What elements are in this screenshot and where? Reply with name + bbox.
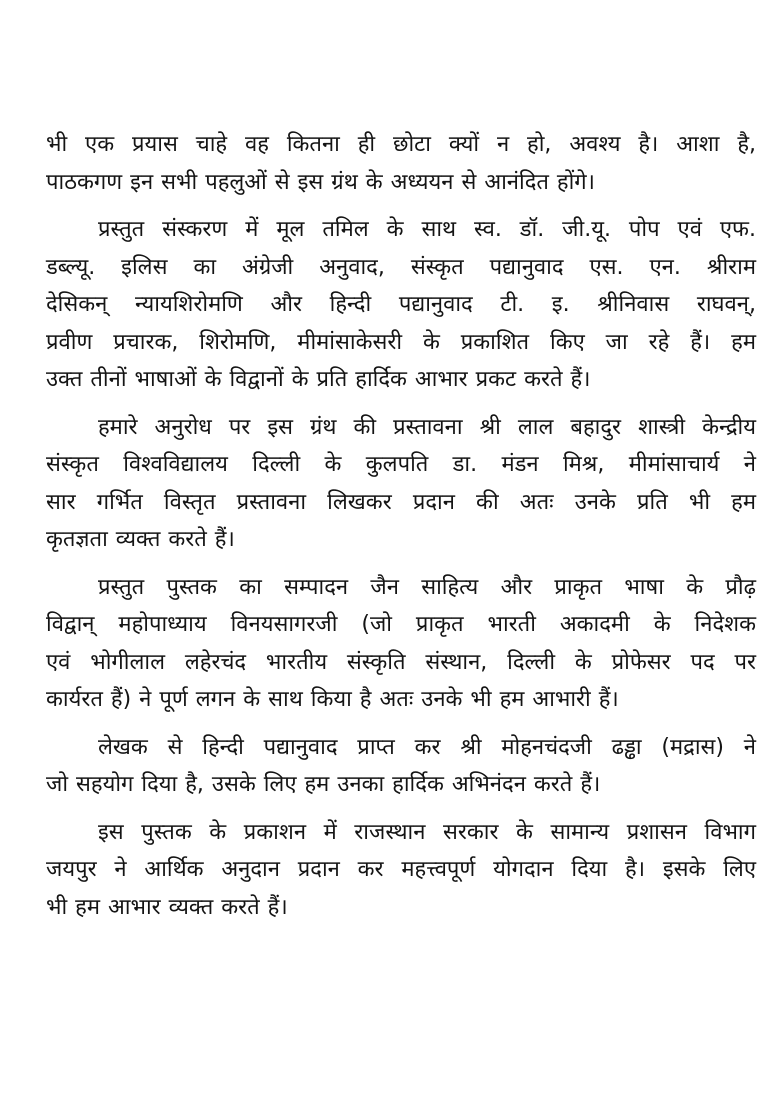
text-line: उक्त तीनों भाषाओं के विद्वानों के प्रति हार्दिक आभार प्रकट करते हैं। [46, 367, 591, 392]
text-line: लेखक से हिन्दी पद्यानुवाद प्राप्त कर श्री मोहनचंदजी ढड्ढा (मद्रास) ने [98, 734, 756, 760]
paragraph-continuation [46, 126, 756, 201]
text-line: भी हम आभार व्यक्त करते हैं। [46, 894, 288, 920]
paragraph-grant-acknowledgement [46, 814, 756, 927]
text-line: प्रवीण प्रचारक, शिरोमणि, मीमांसाकेसरी के प्रकाशित किए जा रहे हैं। हम [46, 329, 756, 355]
paragraph-edition-translations [46, 211, 756, 399]
text-line: हमारे अनुरोध पर इस ग्रंथ की प्रस्तावना श्री लाल बहादुर शास्त्री केन्द्रीय [98, 414, 756, 440]
text-line: कृतज्ञता व्यक्त करते हैं। [46, 527, 235, 552]
text-line: जयपुर ने आर्थिक अनुदान प्रदान कर महत्त्वपूर्ण योगदान दिया है। इसके लिए [46, 857, 756, 882]
paragraph-translator-acknowledgement [46, 729, 756, 804]
text-line: इस पुस्तक के प्रकाशन में राजस्थान सरकार के सामान्य प्रशासन विभाग [98, 819, 756, 845]
paragraph-editor-acknowledgement [46, 569, 756, 719]
text-line: भी एक प्रयास चाहे वह कितना ही छोटा क्यों न हो, अवश्य है। आशा है, [46, 132, 756, 157]
text-line: विद्वान् महोपाध्याय विनयसागरजी (जो प्राकृत भारती अकादमी के निदेशक [46, 612, 756, 637]
text-line: संस्कृत विश्वविद्यालय दिल्ली के कुलपति डा. मंडन मिश्र, मीमांसाचार्य ने [46, 452, 756, 477]
text-line: प्रस्तुत संस्करण में मूल तमिल के साथ स्व. डॉ. जी.यू. पोप एवं एफ. [98, 217, 756, 242]
text-line: प्रस्तुत पुस्तक का सम्पादन जैन साहित्य और प्राकृत भाषा के प्रौढ़ [98, 574, 756, 600]
text-line: जो सहयोग दिया है, उसके लिए हम उनका हार्दिक अभिनंदन करते हैं। [46, 772, 601, 797]
text-line: पाठकगण इन सभी पहलुओं से इस ग्रंथ के अध्ययन से आनंदित होंगे। [46, 169, 596, 195]
text-line: एवं भोगीलाल लहेरचंद भारतीय संस्कृति संस्थान, दिल्ली के प्रोफेसर पद पर [46, 649, 756, 675]
document-page [46, 126, 756, 936]
text-line: देसिकन् न्यायशिरोमणि और हिन्दी पद्यानुवाद टी. इ. श्रीनिवास राघवन्, [46, 292, 756, 317]
text-line: डब्ल्यू. इलिस का अंग्रेजी अनुवाद, संस्कृत पद्यानुवाद एस. एन. श्रीराम [46, 254, 756, 280]
text-line: सार गर्भित विस्तृत प्रस्तावना लिखकर प्रदान की अतः उनके प्रति भी हम [46, 489, 756, 515]
paragraph-preface-acknowledgement [46, 409, 756, 559]
text-line: कार्यरत हैं) ने पूर्ण लगन के साथ किया है अतः उनके भी हम आभारी हैं। [46, 687, 619, 712]
